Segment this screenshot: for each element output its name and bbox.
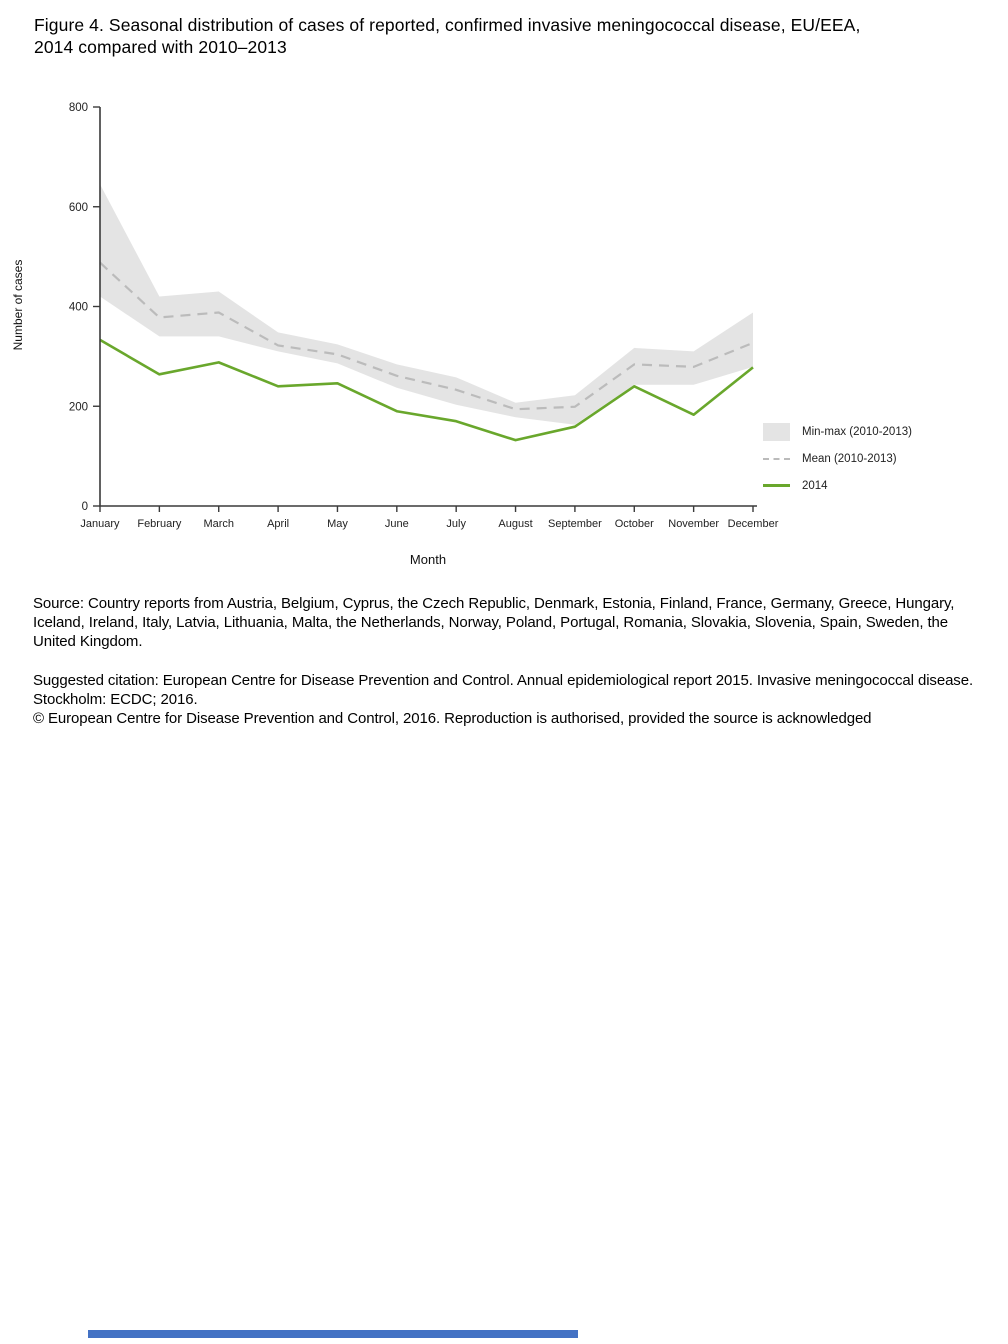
x-tick-label: September (548, 518, 602, 530)
minmax-band-swatch-icon (763, 423, 790, 441)
citation-block (33, 671, 988, 728)
minmax-band-area (100, 184, 753, 424)
legend-item-minmax (763, 418, 912, 445)
x-tick-label: January (80, 518, 120, 530)
y-tick-label: 600 (68, 201, 88, 214)
legend-label: Mean (2010-2013) (802, 452, 897, 465)
x-tick-label: December (727, 518, 779, 530)
minmax-band (100, 184, 753, 424)
x-tick-label: August (498, 518, 533, 530)
x-tick-label: November (668, 518, 720, 530)
bottom-blue-bar (88, 1330, 578, 1338)
legend-item-2014 (763, 472, 912, 499)
x-tick-label: October (614, 518, 654, 530)
x-tick-label: February (137, 518, 182, 530)
y-axis-title: Number of cases (11, 259, 25, 351)
chart-legend (763, 418, 912, 499)
green-line-swatch-icon (763, 484, 790, 487)
y-tick-label: 200 (68, 401, 88, 414)
x-tick-label: June (384, 518, 409, 530)
source-note: Source: Country reports from Austria, Belgium, Cyprus, the Czech Republic, Denmark, Estonia, Finland, France, Germany, Greece, Hungary, Iceland, Ireland, Italy, Latvia, Lithuania, Malta, the Netherlands, Norway, Poland, Portugal, Romania, Slovakia, Slovenia, Spain, Sweden, the United Kingdom. (33, 595, 955, 651)
legend-label: Min-max (2010-2013) (802, 425, 912, 438)
x-axis-title: Month (409, 552, 447, 567)
y-tick-label: 800 (68, 102, 88, 114)
y-tick-label: 0 (81, 501, 88, 513)
suggested-citation: Suggested citation: European Centre for Disease Prevention and Control. Annual epidemiological report 2015. Invasive meningococcal disease. Stockholm: ECDC; 2016. (33, 672, 974, 709)
legend-label: 2014 (802, 479, 828, 492)
legend-item-mean (763, 445, 912, 472)
x-tick-label: July (446, 518, 466, 530)
figure-title: Figure 4. Seasonal distribution of cases of reported, confirmed invasive meningococcal disease, EU/EEA, 2014 compared with 2010–2013 (34, 15, 861, 58)
y-tick-label: 400 (68, 301, 88, 314)
mean-dashed-line-swatch-icon (763, 458, 790, 460)
x-tick-label: April (267, 518, 290, 530)
x-tick-label: May (327, 518, 348, 530)
x-tick-label: March (203, 518, 235, 530)
copyright-line: © European Centre for Disease Prevention and Control, 2016. Reproduction is authorised, provided the source is acknowledged (33, 710, 872, 728)
